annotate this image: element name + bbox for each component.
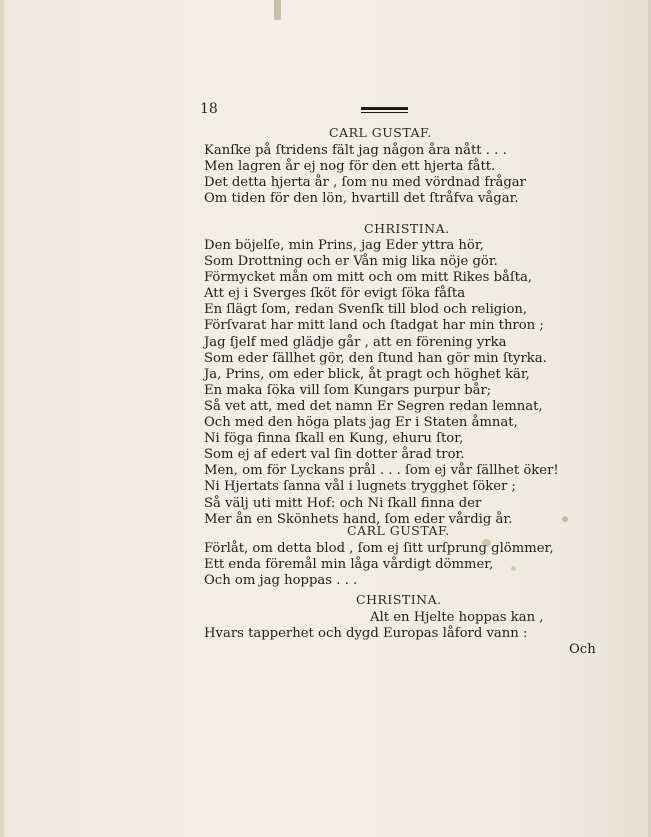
verse-line: Ni Hjertats ſanna vål i lugnets trygghet ſöker ; (204, 479, 516, 495)
header-rule-thin (361, 112, 408, 113)
verse-line: Hvars tapperhet och dygd Europas låford vann : (204, 626, 528, 642)
verse-line: Ett enda föremål min låga vårdigt dömmer, (204, 557, 494, 573)
verse-line: Att ej i Sverges ſköt för evigt ſöka fåſta (204, 286, 466, 302)
paper-stain (511, 566, 516, 571)
verse-line: En ſlägt ſom, redan Svenſk till blod och religion, (204, 302, 528, 318)
verse-line: Så vet att, med det namn Er Segren redan lemnat, (204, 398, 543, 414)
verse-line: Men lagren år ej nog för den ett hjerta fått. (204, 159, 496, 175)
verse-line: Ja, Prins, om eder blick, åt pragt och höghet kär, (204, 366, 530, 382)
verse-line: Förlåt, om detta blod , ſom ej ſitt urſprung glömmer, (204, 541, 554, 556)
verse-line: Men, om för Lyckans prål . . . ſom ej vår ſällhet öker! (204, 463, 559, 479)
paper-stain (562, 516, 568, 522)
verse-line: Det detta hjerta år , ſom nu med vördnad frågar (204, 175, 526, 191)
verse-line: Som ej af edert val ſin dotter årad tror. (204, 447, 465, 463)
verse-line: Som Drottning och er Vån mig lika nöje gör. (204, 254, 498, 270)
verse-block (204, 610, 604, 642)
verse-line: En maka ſöka vill ſom Kungars purpur bår; (204, 382, 492, 398)
verse-block (204, 143, 604, 207)
verse-line: Om tiden för den lön, hvartill det ſtråfva vågar. (204, 191, 519, 207)
verse-block (204, 541, 604, 589)
speaker-heading: CARL GUSTAF. (329, 125, 432, 140)
verse-line: Och om jag hoppas . . . (204, 573, 358, 589)
speaker-heading: CARL GUSTAF. (347, 523, 450, 538)
page-number: 18 (200, 101, 218, 117)
verse-line: Ni föga finna ſkall en Kung, ehuru ſtor, (204, 431, 464, 447)
speaker-heading: CHRISTINA. (364, 221, 450, 236)
paper-stain (482, 539, 491, 547)
verse-block (204, 238, 604, 528)
verse-line: Mer ån en Skönhets hand, ſom eder vårdig år. (204, 511, 513, 527)
catchword: Och (569, 642, 596, 657)
verse-line: Så välj uti mitt Hof: och Ni ſkall finna der (204, 495, 482, 511)
verse-line: Den böjelſe, min Prins, jag Eder yttra hör, (204, 238, 484, 253)
verse-line: Förmycket mån om mitt och om mitt Rikes båſta, (204, 270, 533, 286)
verse-line: Kanſke på ſtridens fält jag någon åra nått . . . (204, 143, 507, 158)
verse-line: Jag ſjelf med glädje går , att en förening yrka (204, 334, 507, 350)
verse-line: Förſvarat har mitt land och ſtadgat har min thron ; (204, 318, 544, 334)
header-rule (361, 107, 408, 110)
speaker-heading: CHRISTINA. (356, 592, 442, 607)
binding-tab (274, 0, 281, 20)
verse-line: Alt en Hjelte hoppas kan , (370, 610, 544, 625)
verse-line: Och med den höga plats jag Er i Staten åmnat, (204, 415, 518, 431)
verse-line: Som eder ſällhet gör, den ſtund han gör min ſtyrka. (204, 350, 547, 366)
